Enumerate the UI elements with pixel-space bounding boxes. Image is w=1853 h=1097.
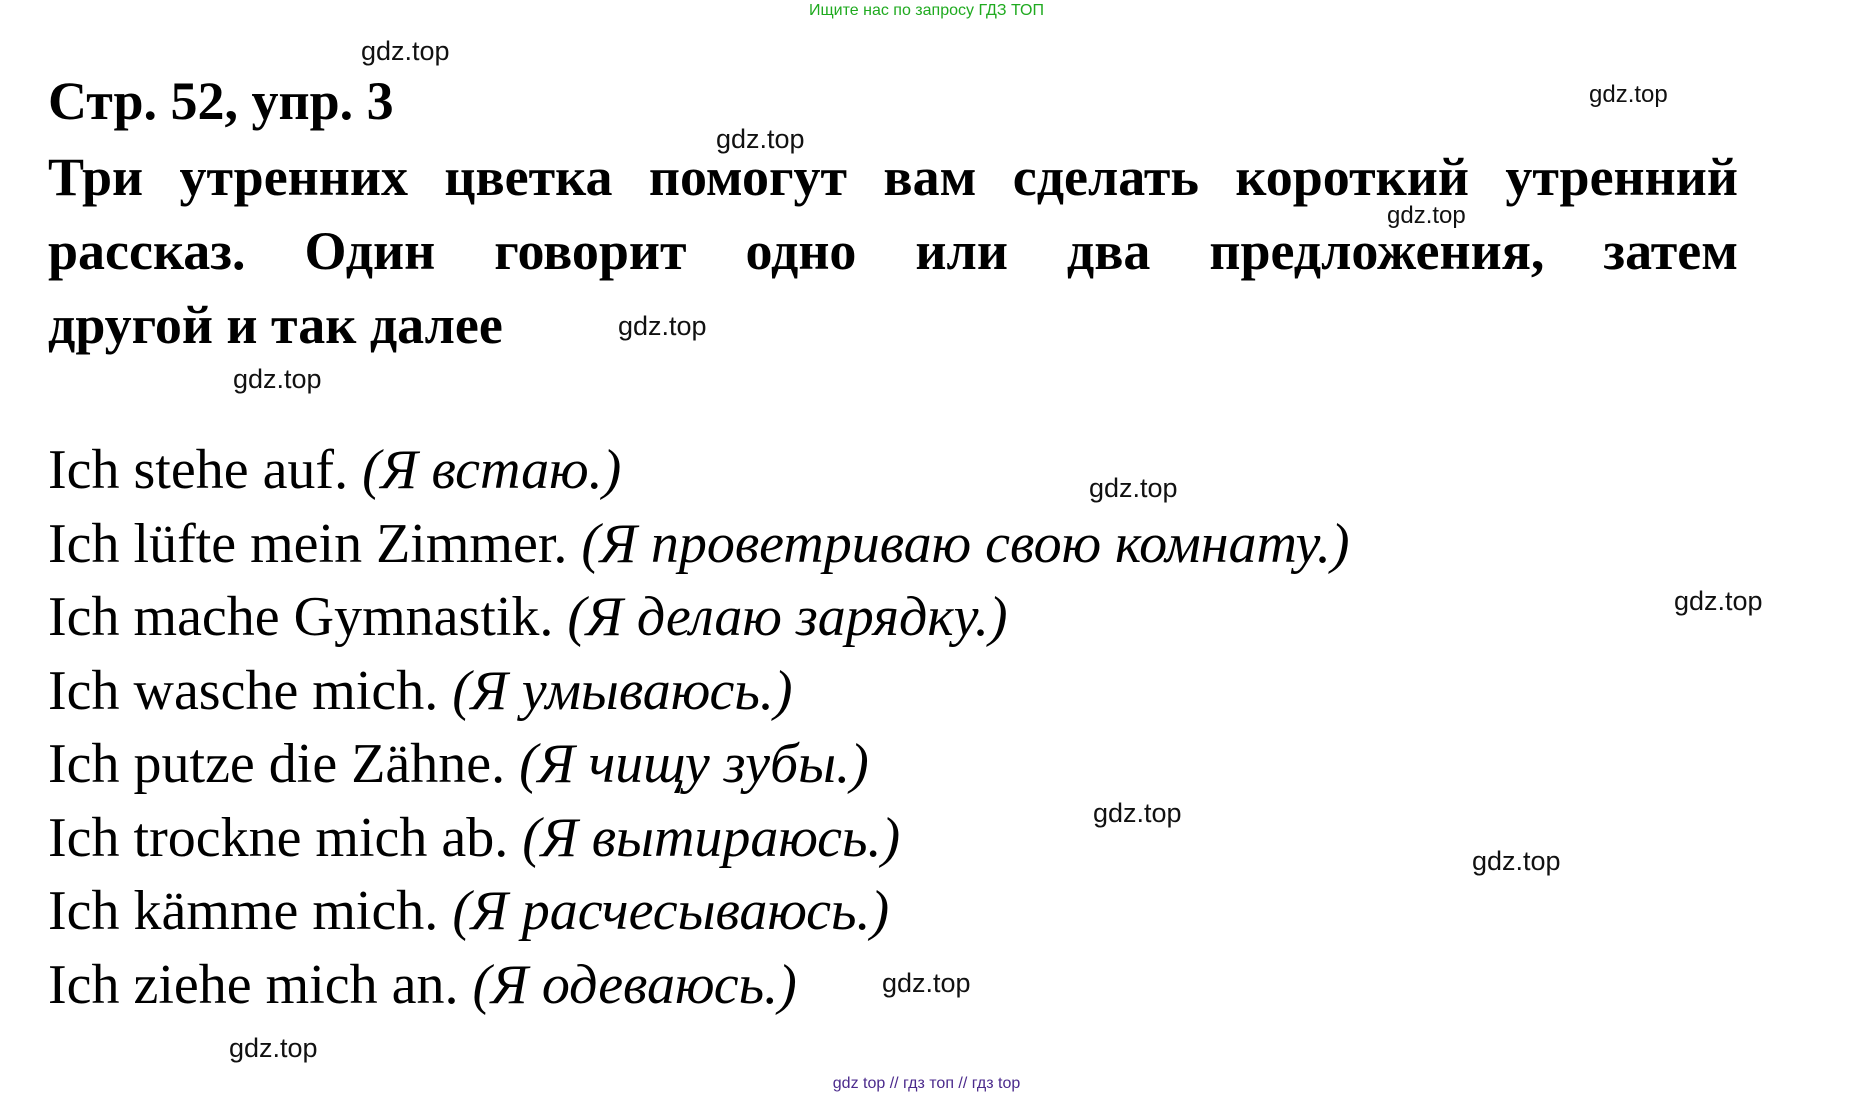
watermark: gdz.top <box>229 1033 318 1063</box>
search-hint-banner: Ищите нас по запросу ГДЗ ТОП <box>809 2 1044 19</box>
watermark: gdz.top <box>618 311 707 341</box>
task-line-2: рассказ. Один говорит одно или два предложения, затем <box>48 221 1738 281</box>
watermark: gdz.top <box>1589 81 1668 108</box>
russian-translation: (Я проветриваю свою комнату.) <box>581 512 1350 575</box>
german-sentence: Ich kämme mich. <box>48 880 439 942</box>
watermark: gdz.top <box>233 364 322 394</box>
russian-translation: (Я встаю.) <box>362 439 622 501</box>
russian-translation: (Я делаю зарядку.) <box>567 586 1008 648</box>
russian-translation: (Я расчесываюсь.) <box>452 880 890 942</box>
task-line-3: другой и так далее <box>48 295 503 355</box>
russian-translation: (Я умываюсь.) <box>452 659 793 722</box>
task-instructions <box>48 140 1738 362</box>
sentence-row <box>48 728 1350 802</box>
watermark: gdz.top <box>716 124 805 154</box>
german-sentence: Ich stehe auf. <box>48 439 349 501</box>
sentence-row <box>48 581 1350 655</box>
german-sentence: Ich trockne mich ab. <box>48 806 509 869</box>
german-sentence: Ich ziehe mich an. <box>48 953 459 1016</box>
russian-translation: (Я чищу зубы.) <box>519 733 869 795</box>
watermark: gdz.top <box>1472 846 1561 876</box>
page-reference-heading: Стр. 52, упр. 3 <box>48 71 394 131</box>
sentence-row <box>48 949 1350 1023</box>
sentence-list <box>48 434 1350 1022</box>
sentence-row <box>48 508 1350 582</box>
watermark: gdz.top <box>1387 202 1466 229</box>
watermark: gdz.top <box>361 36 450 66</box>
sentence-row <box>48 655 1350 729</box>
sentence-row <box>48 875 1350 949</box>
german-sentence: Ich lüfte mein Zimmer. <box>48 512 568 575</box>
german-sentence: Ich wasche mich. <box>48 659 439 722</box>
watermark: gdz.top <box>1089 473 1178 503</box>
watermark: gdz.top <box>1093 798 1182 828</box>
german-sentence: Ich mache Gymnastik. <box>48 586 554 648</box>
task-line-1: Три утренних цветка помогут вам сделать короткий утренний <box>48 147 1738 207</box>
watermark: gdz.top <box>882 968 971 998</box>
german-sentence: Ich putze die Zähne. <box>48 733 506 795</box>
russian-translation: (Я вытираюсь.) <box>522 806 901 869</box>
watermark: gdz.top <box>1674 586 1763 616</box>
footer-links[interactable]: gdz top // гдз топ // гдз top <box>832 1075 1021 1092</box>
russian-translation: (Я одеваюсь.) <box>472 953 797 1016</box>
